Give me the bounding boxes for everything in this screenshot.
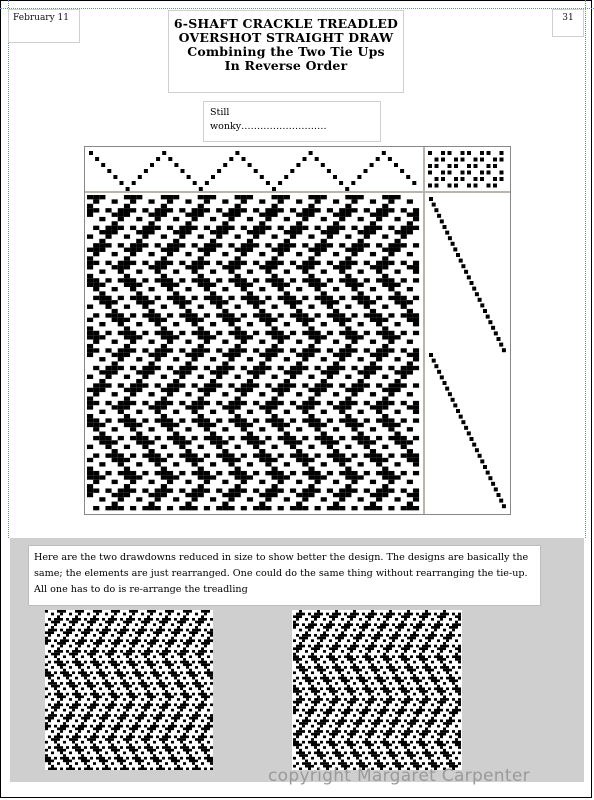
weaving-draft-graphic (85, 147, 510, 514)
note-line-1: Still (210, 107, 230, 118)
title-line-3: Combining the Two Tie Ups (187, 44, 385, 59)
margin-guide-top (0, 8, 594, 9)
title-box (168, 10, 404, 93)
page-number: 31 (562, 13, 574, 23)
draft-divider-vertical (423, 147, 425, 514)
note-line-2: wonky……………………… (210, 121, 327, 132)
note-box (203, 101, 381, 142)
draft-divider-horizontal (85, 191, 510, 193)
description-box (28, 545, 541, 606)
title-line-2: OVERSHOT STRAIGHT DRAW (178, 30, 394, 45)
drawdown-thumbnail-2 (292, 610, 462, 770)
weaving-draft (84, 146, 511, 515)
drawdown-cells (45, 610, 213, 770)
margin-guide-right (585, 0, 586, 538)
date-header-box (8, 9, 80, 43)
margin-guide-left (8, 0, 9, 538)
page-number-box (552, 9, 584, 37)
copyright-watermark: copyright Margaret Carpenter (268, 766, 530, 786)
drawdown-thumbnail-1-graphic (45, 610, 213, 770)
description-text: Here are the two drawdowns reduced in size to show better the design. The designs are basically the same; the elements are just rearranged. One could do the same thing without rearranging the tie-up. All one has to do is re-arrange the treadling (34, 552, 529, 595)
title-line-1: 6-SHAFT CRACKLE TREADLED (173, 16, 399, 31)
date-label: February 11 (13, 13, 70, 23)
drawdown-thumbnail-1 (45, 610, 213, 770)
drawdown-cells (293, 610, 461, 770)
drawdown-thumbnail-2-graphic (292, 610, 462, 770)
title-line-4: In Reverse Order (224, 58, 348, 73)
